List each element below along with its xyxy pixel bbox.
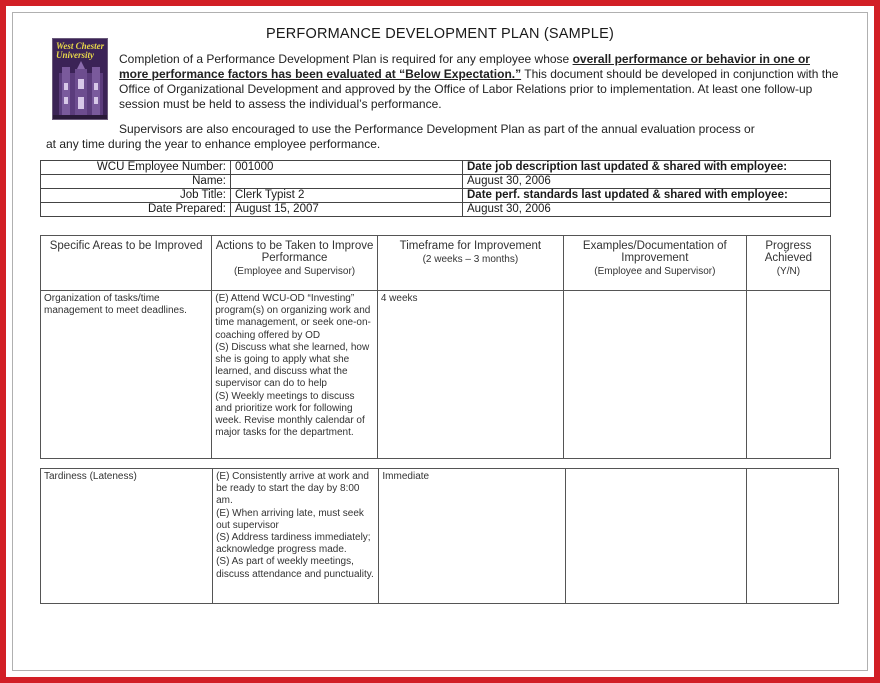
job-title-value: Clerk Typist 2	[231, 189, 463, 203]
row1-actions: (E) Attend WCU-OD “Investing” program(s) on organizing work and time management, or seek one-on-coaching offered by OD (S) Discuss what she learned, how she is going to apply what she learned, and discuss what the supervisor can do to help (S) Weekly meetings to discuss and prioritize work for following week. Revise monthly calendar of major tasks for the department.	[212, 291, 378, 459]
header-timeframe-sub: (2 weeks – 3 months)	[422, 254, 519, 265]
row2-progress	[747, 469, 839, 604]
header-timeframe-text: Timeframe for Improvement	[399, 240, 542, 252]
intro-paragraph	[119, 52, 839, 112]
info-row	[41, 203, 831, 217]
employee-number-label: WCU Employee Number:	[41, 161, 231, 175]
table-row	[41, 469, 839, 604]
employee-number-value: 001000	[231, 161, 463, 175]
row2-actions: (E) Consistently arrive at work and be ready to start the day by 8:00 am. (E) When arriving late, must seek out supervisor (S) Address tardiness immediately; acknowledge progress made. (S) As part of weekly meetings, discuss attendance and punctuality.	[213, 469, 379, 604]
info-row	[41, 161, 831, 175]
table-row	[41, 291, 831, 459]
intro-emphasis: overall performance or behavior in one or more performance factors has been evaluated at “Below Expectation.”	[119, 52, 810, 81]
job-title-label: Job Title:	[41, 189, 231, 203]
header-examples	[563, 236, 746, 291]
row1-area: Organization of tasks/time management to meet deadlines.	[41, 291, 212, 459]
employee-info-table	[40, 160, 831, 217]
performance-standards-date-label: Date perf. standards last updated & shared with employee:	[463, 189, 831, 203]
header-progress-text: Progress Achieved	[764, 240, 813, 264]
name-value	[231, 175, 463, 189]
header-actions-text: Actions to be Taken to Improve Performance	[215, 240, 374, 264]
supervisors-note-line1: Supervisors are also encouraged to use the Performance Development Plan as part of the annual evaluation process or	[119, 122, 755, 136]
row2-examples	[566, 469, 747, 604]
header-areas	[41, 236, 212, 291]
date-prepared-label: Date Prepared:	[41, 203, 231, 217]
header-examples-sub: (Employee and Supervisor)	[594, 266, 716, 277]
logo-text: West Chester University	[56, 41, 105, 60]
row1-progress	[746, 291, 830, 459]
improvement-plan-table-continued	[40, 468, 839, 604]
header-actions	[212, 236, 378, 291]
info-row	[41, 175, 831, 189]
supervisors-note-line2: at any time during the year to enhance employee performance.	[46, 137, 381, 151]
intro-text-part1: Completion of a Performance Development Plan is required for any employee whose	[119, 52, 573, 66]
performance-standards-date-value: August 30, 2006	[463, 203, 831, 217]
plan-header-row	[41, 236, 831, 291]
header-examples-text: Examples/Documentation of Improvement	[582, 240, 727, 264]
job-description-date-label: Date job description last updated & shared with employee:	[463, 161, 831, 175]
row2-timeframe: Immediate	[379, 469, 566, 604]
intro-text-part2: This document should be developed in conjunction with the Office of Organizational Development and approved by the Office of Labor Relations prior to implementation. At least one follow-up session must be held to assess the individual’s performance.	[119, 67, 839, 111]
info-row	[41, 189, 831, 203]
header-actions-sub: (Employee and Supervisor)	[233, 266, 356, 277]
header-progress	[746, 236, 830, 291]
document-title: PERFORMANCE DEVELOPMENT PLAN (SAMPLE)	[266, 26, 614, 42]
header-progress-sub: (Y/N)	[776, 266, 801, 277]
improvement-plan-table	[40, 235, 831, 459]
row2-area: Tardiness (Lateness)	[41, 469, 213, 604]
header-timeframe	[377, 236, 563, 291]
job-description-date-value: August 30, 2006	[463, 175, 831, 189]
row1-examples	[563, 291, 746, 459]
header-areas-text: Specific Areas to be Improved	[49, 240, 203, 252]
row1-timeframe: 4 weeks	[377, 291, 563, 459]
university-logo	[52, 38, 108, 120]
date-prepared-value: August 15, 2007	[231, 203, 463, 217]
name-label: Name:	[41, 175, 231, 189]
